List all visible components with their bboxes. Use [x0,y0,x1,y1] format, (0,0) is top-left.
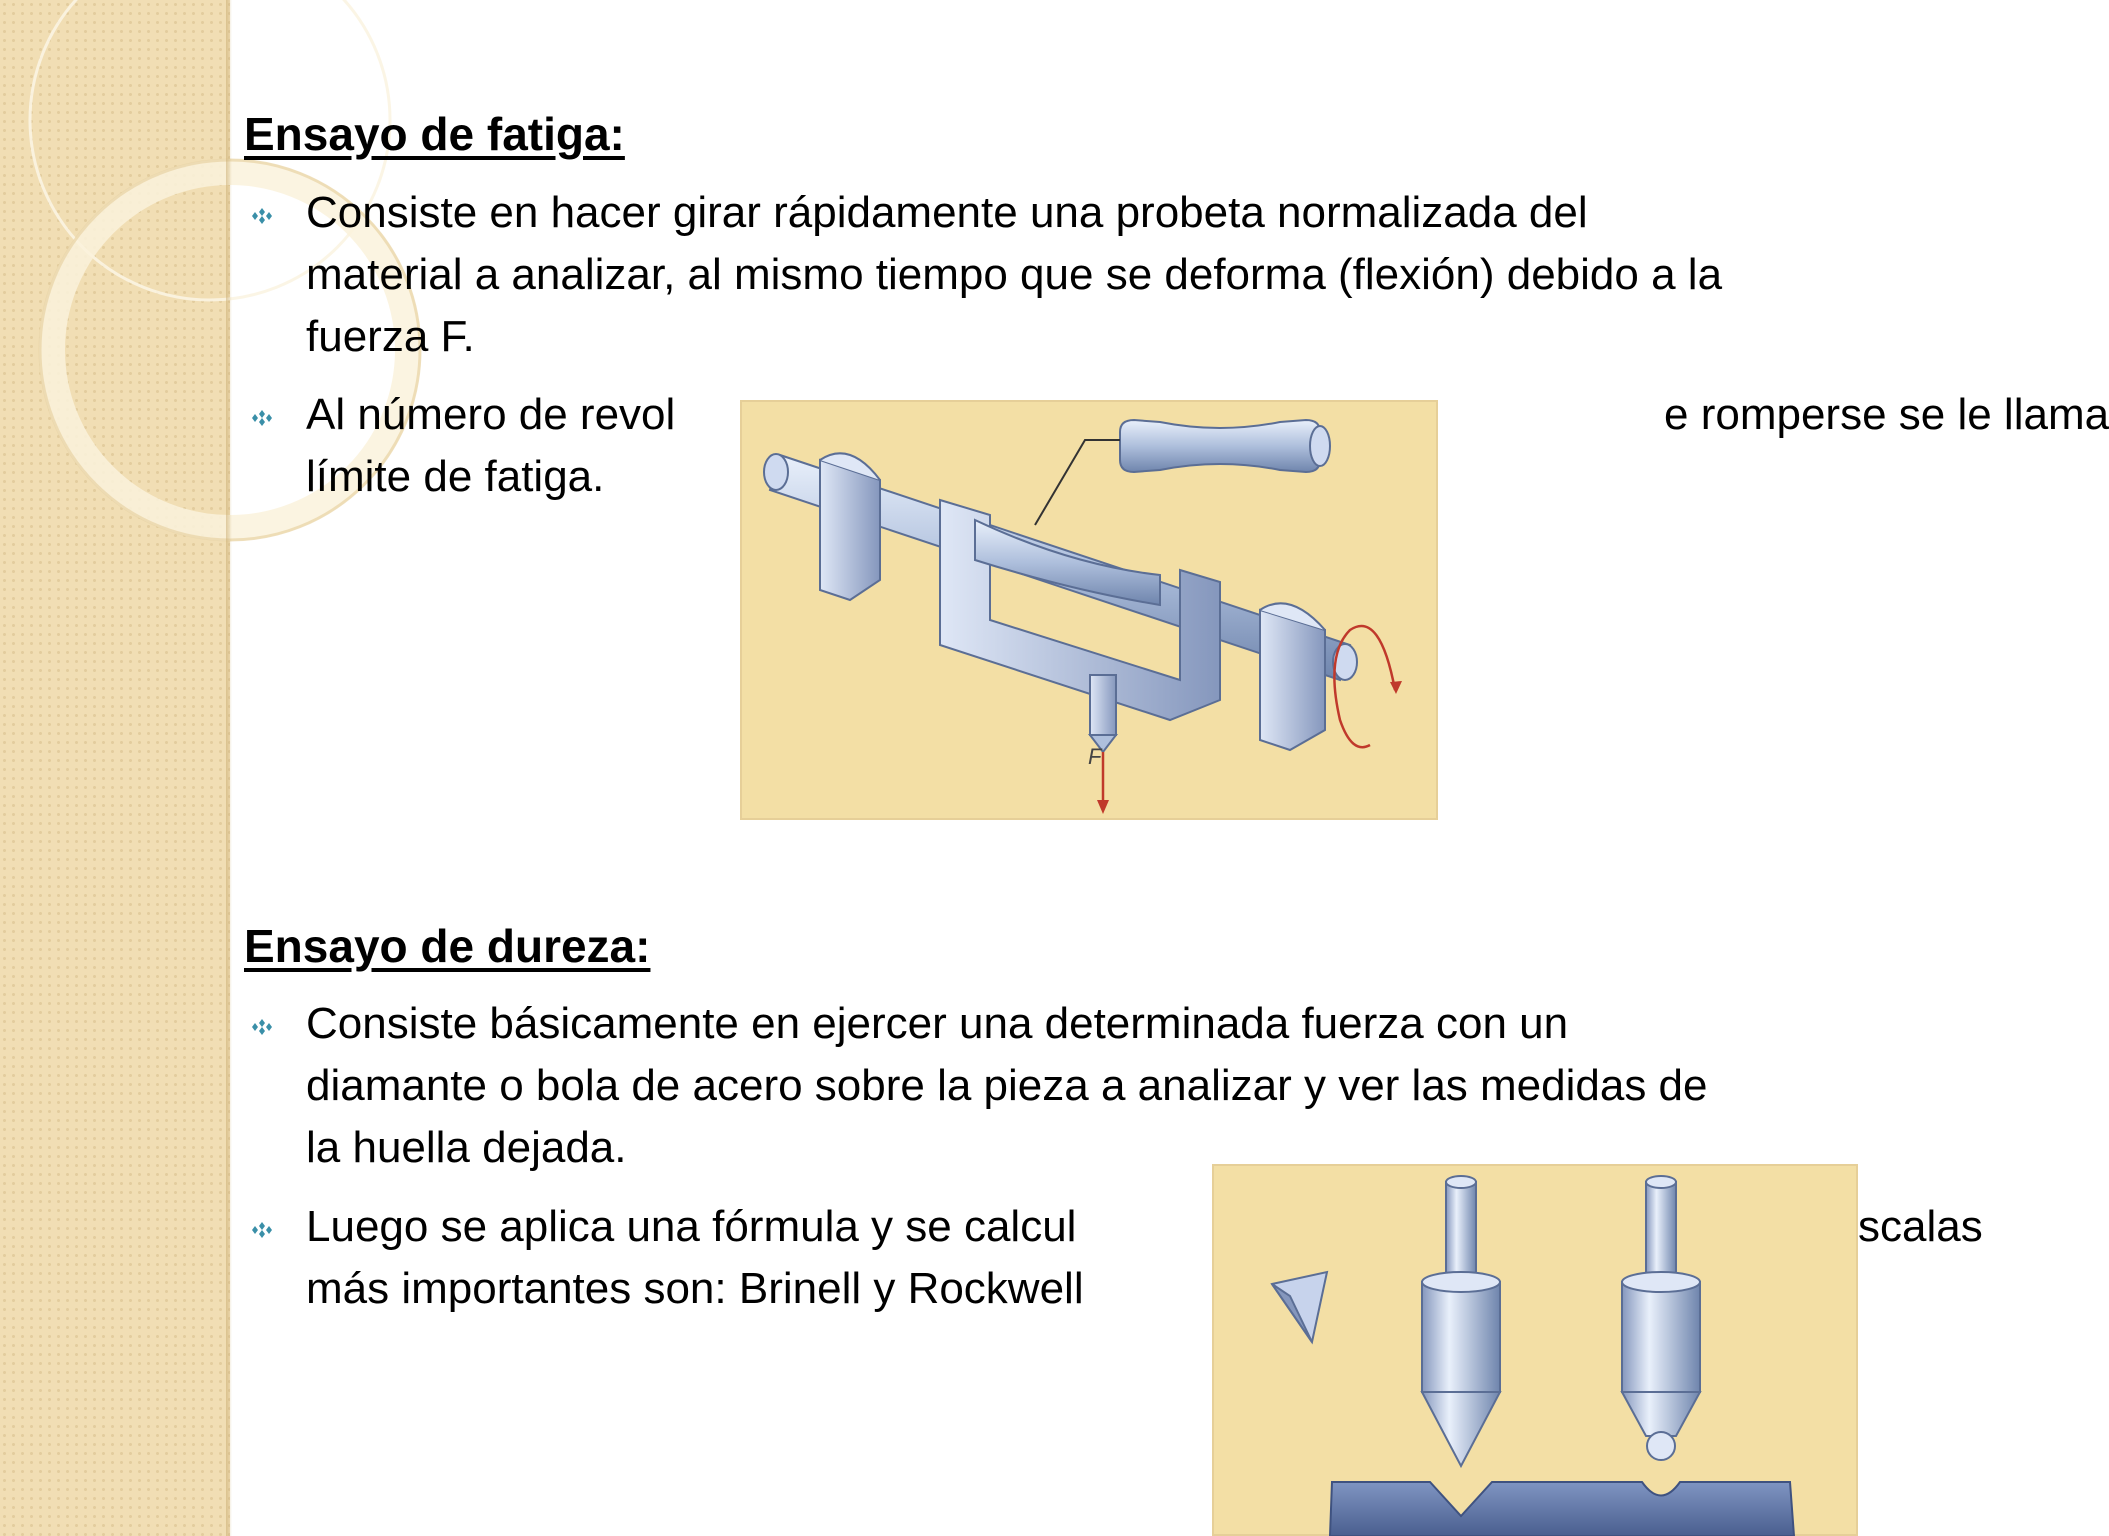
text-line: la huella dejada. [306,1123,627,1172]
text-line: Consiste básicamente en ejercer una determinada fuerza con un [306,999,1569,1048]
force-label: F [1088,744,1102,769]
text-line: diamante o bola de acero sobre la pieza a analizar y ver las medidas de [306,1061,1708,1110]
text-line: material a analizar, al mismo tiempo que se deforma (flexión) debido a la [306,250,1723,299]
heading-fatigue-test: Ensayo de fatiga: [244,108,625,160]
diamond-cluster-icon [244,993,280,1055]
fatigue-machine-figure [740,400,1438,820]
diamond-cluster-icon [244,182,280,244]
text-line: más importantes son: Brinell y Rockwell [306,1264,1084,1313]
diamond-cluster-icon [244,384,280,446]
decorative-rings [0,0,232,1536]
text-line: Consiste en hacer girar rápidamente una probeta normalizada del [306,188,1588,237]
text-line: Al número de revol [306,390,676,439]
hardness-indenters-illustration [1212,1164,1858,1536]
text-line: Luego se aplica una fórmula y se calcul [306,1202,1077,1251]
text-line: límite de fatiga. [306,452,605,501]
heading-hardness-test: Ensayo de dureza: [244,920,651,972]
text-line-tail: e romperse se le llama [1664,390,2109,439]
text-line-tail: scalas [1858,1202,1983,1251]
hardness-indenters-figure [1212,1164,1858,1536]
text-line: fuerza F. [306,312,475,361]
diamond-cluster-icon [244,1196,280,1258]
decorative-sidebar [0,0,230,1536]
